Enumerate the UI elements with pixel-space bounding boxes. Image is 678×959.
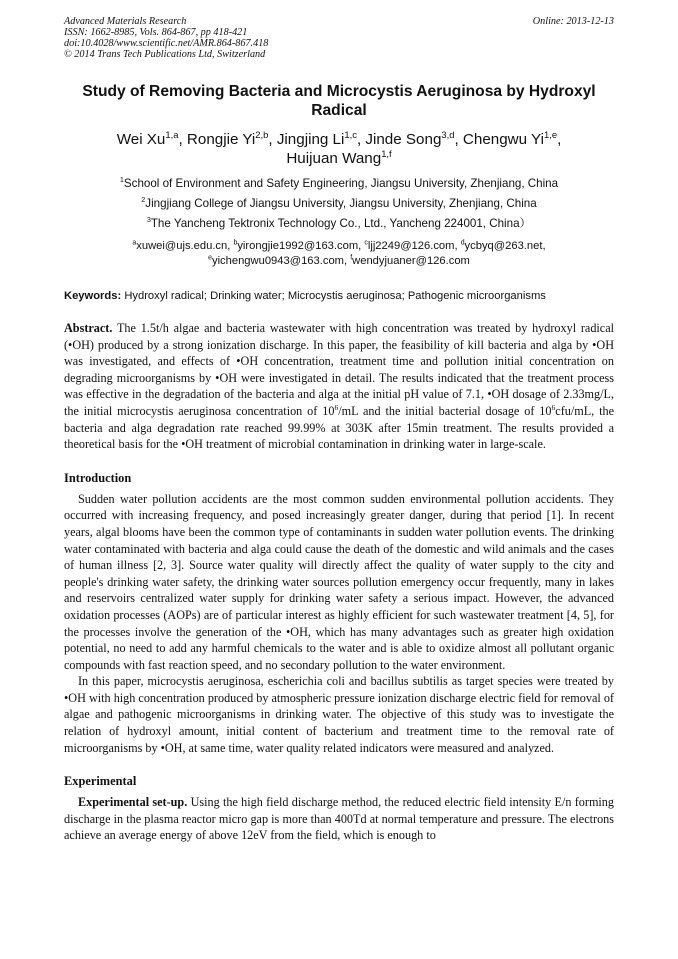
- email-list: $^a$xuwei@ujs.edu.cn, $^b$yirongjie1992@163.com, $^c$ljj2249@126.com, $^d$ycbyq@263.net, $^e$yichengwu0943@163.com, $^f$wendyjuaner@126.com: [132, 239, 546, 267]
- email-address[interactable]: $^d$ycbyq@263.net: [460, 239, 543, 252]
- intro-paragraph-1: Sudden water pollution accidents are the most common sudden environmental pollution accidents. They occurred with increasing frequency, and posed increasingly greater danger, during that period [1]. In recent years, algal blooms have been the common type of contaminants in sudden water pollution events. The drinking water contaminated with bacteria and alga could cause the death of the domestic and wild animals and the cases of human illness [2, 3]. Source water quality will directly affect the quality of water supply to the city and people's drinking water safety, the drinking water sources pollution emergency occur frequently, many in lakes and reservoirs centralized water supply for drinking water safety a serious impact. However, the advanced oxidation processes (AOPs) are of particular interest as highly efficient for such wastewater treatment [4, 5], for the processes involve the generation of the •OH, which has many advantages such as greater high oxidation potential, no need to add any harmful chemicals to the water and is able to oxidize almost all pollutant organic compounds with fast reaction speed, and no secondary pollution to the water environment.: [64, 491, 614, 672]
- email-address[interactable]: $^f$wendyjuaner@126.com: [350, 254, 470, 267]
- journal-header: [64, 16, 614, 60]
- subsection-heading: Experimental set-up.: [78, 795, 188, 810]
- author: Huijuan Wang$^{1,f}$: [286, 147, 392, 167]
- doi-line[interactable]: doi:10.4028/www.scientific.net/AMR.864-867.418: [64, 38, 269, 49]
- affiliation-3: $^3$The Yancheng Tektronix Technology Co., Ltd., Yancheng 224001, China）: [146, 215, 532, 230]
- intro-paragraph-2: In this paper, microcystis aeruginosa, escherichia coli and bacillus subtilis as target species were treated by •OH with high concentration produced by atmospheric pressure ionization discharge electric field for removal of algae and pathogenic microorganisms in drinking water. The objective of this study was to investigate the relation of hydroxyl amount, initial content of bacterium and treatment time to the removal rate of microorganisms by •OH, at same time, water quality related indicators were measured and analyzed.: [64, 674, 614, 755]
- keywords-text: Hydroxyl radical; Drinking water; Microcystis aeruginosa; Pathogenic microorganisms: [124, 290, 546, 302]
- email-address[interactable]: $^a$xuwei@ujs.edu.cn: [132, 239, 228, 252]
- author: Jingjing Li$^{1,c}$,: [276, 128, 366, 148]
- email-address[interactable]: $^c$ljj2249@126.com: [364, 239, 455, 252]
- section-heading-introduction: Introduction: [64, 470, 132, 485]
- author-list: [64, 130, 614, 168]
- section-heading-experimental: Experimental: [64, 774, 137, 789]
- author: Jinde Song$^{3,d}$,: [365, 128, 463, 148]
- author: Wei Xu$^{1,a}$,: [116, 128, 187, 148]
- abstract: Abstract. The 1.5t/h algae and bacteria wastewater with high concentration was treated by hydroxyl radical (•OH) produced by a strong ionization discharge. In this paper, the feasibility of kill bacteria and alga by •OH was investigated, and effects of •OH concentration, treatment time and pollution initial concentration on degrading microorganisms by •OH were investigated in detail. The results indicated that the treatment process was effective in the degradation of the bacteria and alga at the initial pH value of 7.1, •OH dosage of 2.33mg/L, the initial microcystis aeruginosa concentration of $10^6/mL$ and the initial bacterial dosage of $10^6cfu/mL$, the bacteria and alga degradation rate reached 99.99% at 303K after 15min treatment. The results provided a theoretical basis for the •OH treatment of microbial contamination in drinking water in large-scale.: [64, 321, 615, 452]
- email-address[interactable]: $^b$yirongjie1992@163.com: [233, 239, 359, 252]
- journal-name: Advanced Materials Research: [64, 16, 187, 27]
- paper-title: Study of Removing Bacteria and Microcystis Aeruginosa by Hydroxyl Radical: [82, 83, 596, 119]
- abstract-label: Abstract.: [64, 321, 113, 335]
- email-address[interactable]: $^e$yichengwu0943@163.com: [208, 254, 344, 267]
- issn-line: ISSN: 1662-8985, Vols. 864-867, pp 418-421: [64, 27, 248, 38]
- affiliation-1: $^1$School of Environment and Safety Engineering, Jiangsu University, Zhenjiang, China: [119, 175, 559, 190]
- experimental-paragraph: Experimental set-up. Using the high field discharge method, the reduced electric field intensity E/n forming discharge in the plasma reactor micro gap is more than 400Td at normal temperature and pressure. The electrons achieve an average energy of above 12eV from the field, which is enough to: [64, 795, 614, 843]
- affiliation-2: $^2$Jingjiang College of Jiangsu University, Jiangsu University, Zhenjiang, China: [141, 195, 537, 210]
- keywords-label: Keywords:: [64, 290, 122, 302]
- author: Rongjie Yi$^{2,b}$,: [186, 128, 277, 148]
- author: Chengwu Yi$^{1,e}$,: [462, 128, 562, 148]
- online-date: Online: 2013-12-13: [532, 16, 614, 27]
- copyright-line: © 2014 Trans Tech Publications Ltd, Switzerland: [64, 49, 266, 60]
- keywords: [64, 289, 614, 303]
